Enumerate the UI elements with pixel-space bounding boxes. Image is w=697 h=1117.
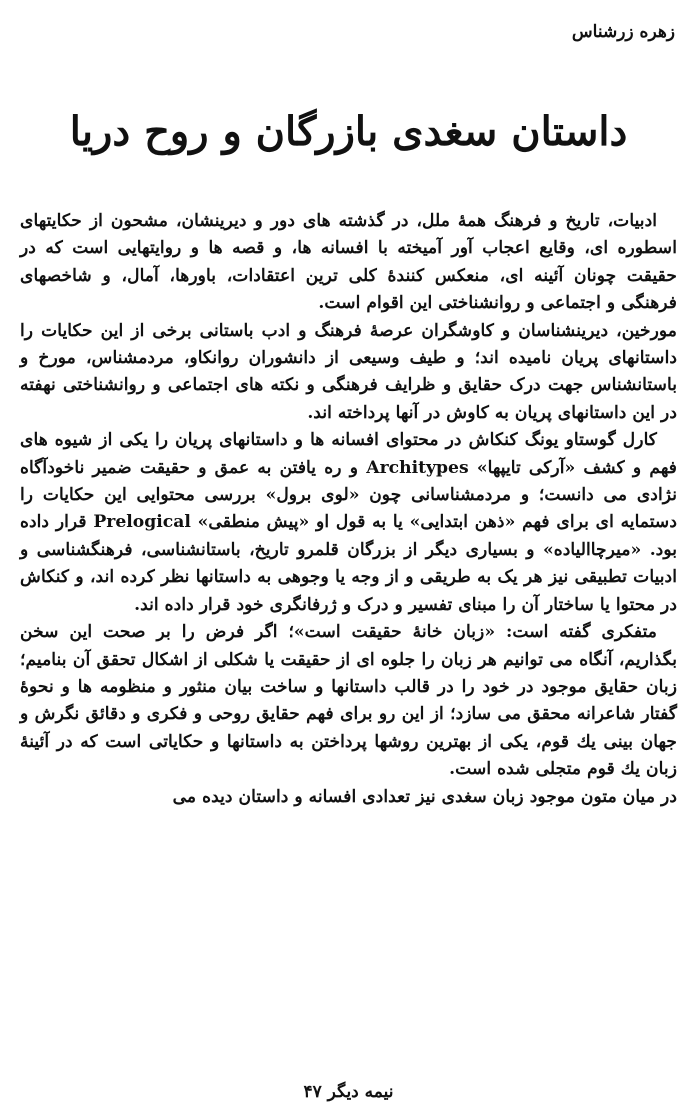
article-title: داستان سغدی بازرگان و روح دریا: [69, 108, 628, 155]
paragraph-3: کارل گوستاو یونگ کنکاش در محتوای افسانه ها و داستانهای پریان را یکی از شیوه های فهم و کشف «آرکی تایپها» Architypes و ره یافتن به عمق و حقیقت ضمیر ناخودآگاه نژادی می دانست؛ و مردمشناسانی چون «لوی برول» بررسی محتوایی این حکایات را دستمایه ای برای فهم «ذهن ابتدایی» یا به قول او «پیش منطقی» Prelogical قرار داده بود. «میرچاالیاده» و بسیاری دیگر از بزرگان قلمرو تاریخ، باستانشناسی، فرهنگشناسی و ادبیات تطبیقی نیز هر یک به طریقی و از وجه یا وجوهی به داستانها نظر کرده اند، و کنکاش در محتوا یا ساختار آن را مبنای تفسیر و درک و ژرفانگری خود قرار داده اند.: [20, 430, 677, 615]
page-folio: نیمه دیگر ۴۷: [303, 1082, 394, 1102]
paragraph-5: در میان متون موجود زبان سغدی نیز تعدادی افسانه و داستان دیده می: [172, 786, 677, 807]
running-header-author: زهره زرشناس: [571, 22, 675, 42]
article-body: [20, 208, 677, 811]
paragraph-2: مورخین، دیرینشناسان و کاوشگران عرصهٔ فرهنگ و ادب باستانی برخی از این حکایات را داستانهای پریان نامیده اند؛ و طیف وسیعی از دانشوران روانکاو، مردمشناس، مورخ و باستانشناس جهت درک حقایق و ظرایف فرهنگی و نکته های اجتماعی و روانشناختی نهفته در این داستانهای پریان به کاوش در آنها پرداخته اند.: [20, 320, 677, 423]
paragraph-1: ادبیات، تاریخ و فرهنگ همهٔ ملل، در گذشته های دور و دیرینشان، مشحون از حکایتهای اسطوره ای، وقایع اعجاب آور آمیخته با افسانه ها، و قصه ها و روایتهایی است که در حقیقت چونان آئینه ای، منعکس کنندهٔ کلی ترین اعتقادات، باورها، آمال، و شاخصهای فرهنگی و اجتماعی و روانشناختی این اقوام است.: [20, 211, 677, 314]
paragraph-4: متفکری گفته است: «زبان خانهٔ حقیقت است»؛ اگر فرض را بر صحت این سخن بگذاریم، آنگاه می توانیم هر زبان را جلوه ای از حقیقت یا شکلی از اشکال تحقق آن بنامیم؛ زبان حقایق موجود در خود را در قالب داستانها و ساخت بیان منثور و منظومه ها و نحوهٔ گفتار شاعرانه محقق می سازد؛ از این رو برای فهم حقایق روحی و فکری و دقائق نگرش و جهان بینی یك قوم، یکی از بهترین روشها پرداختن به داستانها و حکایاتی است که در آئینهٔ زبان یك قوم متجلی شده است.: [20, 622, 677, 780]
